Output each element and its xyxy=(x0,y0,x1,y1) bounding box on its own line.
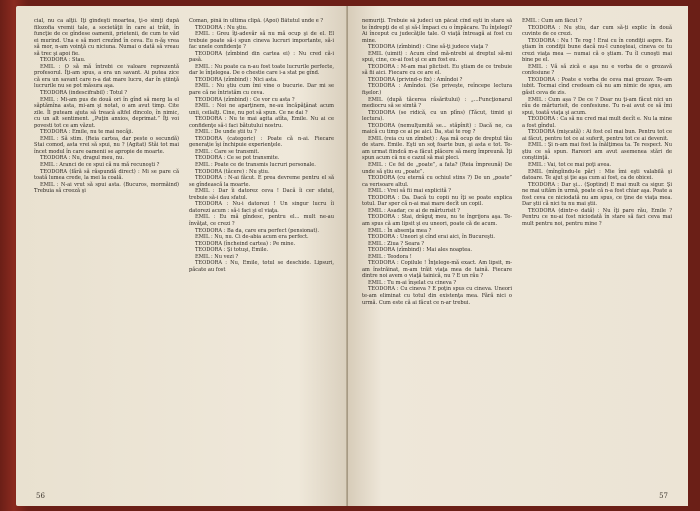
right-page xyxy=(348,6,688,506)
text-paragraph: EMIL (reia cu un zîmbet) : Aşa mă ocup de dreptul tău de stare. Emile. Eşti un soţ foarte bun, şi asta e tot. Te-am urmat fiindcă m-a făcut plăcere să merg împreună. Îţi spun acum că nu e cazul să mai pleci. xyxy=(362,135,512,162)
text-paragraph: TEODORA : Uneori şi cînd erai aici, în Bucureşti. xyxy=(368,234,496,241)
text-paragraph: TEODORA : Emile, nu te mai necăji. xyxy=(40,129,134,136)
text-paragraph: EMIL : Poate ce de transmis lucruri personale. xyxy=(195,162,316,169)
text-paragraph: TEODORA : Şi totuşi, Emile. xyxy=(195,247,269,254)
text-paragraph: TEODORA (zîmbind) : Ce vor cu asta ? xyxy=(195,96,295,103)
text-paragraph: TEODORA (zîmbind) : Mai ales noaptea. xyxy=(368,247,472,254)
text-paragraph: EMIL : Noi ne aparţinem, ne-au încăpăţânat acum unii, ceilalţi. Cine, nu pot să spun. Ce ne dai ? xyxy=(189,103,334,116)
text-paragraph: TEODORA : Amîndoi. (Se priveşte, reîncepe lectura fişelor.) xyxy=(362,83,512,97)
left-page xyxy=(16,6,348,506)
text-paragraph: EMIL : Ce fel de „poate”, a fata? (Reia împreună) De unde să ştiu eu „poate”. xyxy=(362,162,512,175)
text-paragraph: EMIL : N-ai vrut să spui asta. (Bucuros, mormăind) Trebuia să creeză şi xyxy=(34,181,179,195)
text-paragraph: EMIL : Ziua ? Seara ? xyxy=(368,240,425,247)
text-paragraph: TEODORA (privind-o fix) : Amîndoi ? xyxy=(368,76,463,83)
text-paragraph: TEODORA : Ce se pot transmite. xyxy=(195,155,280,162)
text-paragraph: TEODORA (mişcată) : Ai fost cel mai bun. Pentru tot ce ai făcut, pentru tot ce ai suferit, pentru tot ce ai devenit. xyxy=(522,129,672,142)
text-paragraph: EMIL : Greu îţi-adevăr să nu mă ocup şi de el. El trebuie poate să-i spun cineva lucruri importante, să-i fac unele confidenţe ? xyxy=(189,31,334,51)
text-paragraph: TEODORA : Da. Dacă tu copii nu îţi se poate explica totul. Dar sper că n-ai mai mare decît un copil. xyxy=(362,194,512,208)
text-paragraph: EMIL : Tu m-ai înşelat cu cineva ? xyxy=(368,279,457,286)
text-paragraph: EMIL : Care se transmit. xyxy=(195,148,260,155)
text-paragraph: TEODORA (cu eternă cu ochiul stins ?) De un „poate” ca verisoare altul. xyxy=(362,175,512,188)
text-paragraph: EMIL (mîngîindu-le păr) : Mie îmi eşti valabilă şi datoare. Te ajut şi ţie aşa cum ai fost, ca de obicei. xyxy=(522,168,672,182)
text-paragraph: TEODORA : Stai, drăguţ meu, nu te îngrijora aşa. Te-am spus că am lipsit şi eu uneori, poate că de acum. xyxy=(362,214,512,227)
text-paragraph: EMIL : Mi-am pus de două ori în gînd să merg la el săptămîna asta, mi-am şi notat, o am avut timp. Cite zile. Îl puteam ajuta să treacă altfel dincolo, în nimic, cu un alt sentiment. „Puţin anxios, deprimat.” Îţi voi povesti tot ce am văzut. xyxy=(34,96,179,129)
text-paragraph: TEODORA : Copilule ! Înţelege-mă exact. Am lipsit, m-am înstrăinat, m-am trăit viaţa mea de taină. Fiecare dintre noi avem o viaţă tainică, nu ? E un rău ? xyxy=(362,260,512,280)
left-page-columns xyxy=(34,18,334,486)
text-paragraph: TEODORA : Nu-i datorezi ! Un singur lucru îi datorezi acum : să-i faci şi el viaţa. xyxy=(189,201,334,214)
text-paragraph: EMIL : Nu vezi ? xyxy=(195,253,239,260)
text-paragraph: TEODORA : M-am mai plictisit. Eu ştiam de ce trebuie să fii aici. Fiecare cu ce are el. xyxy=(362,63,512,77)
text-paragraph: EMIL : Eu mă gîndesc, pentru el... mult ne-au învăţat, ce crezi ? xyxy=(189,214,334,227)
text-paragraph: EMIL : Teodora ! xyxy=(368,253,412,260)
text-paragraph: TEODORA : Nu ! Te rog ! Erai cu în condiţii aspre. Ea ştiam în condiţii bune dacă nu-l cunoşteai, cineva ce tu crezi viaţa mea — numai că o ştiam. Tu îl cunoşti mai bine pe el. xyxy=(522,37,672,64)
text-paragraph: TEODORA : N-ai făcut. E prea devreme pentru el să se gîndească la moarte. xyxy=(189,175,334,188)
text-paragraph: nemuriţi. Trebuie să judeci un păcat cînd eşti în stare să te îndrepţi de el şi să-l împaci cu o împăcare. Tu înţelegi? Ai început cu judecăţile tale. O viaţă întreagă ai fost cu mine. xyxy=(362,18,512,44)
text-paragraph: EMIL : Dar îi datorez ceva ! Dacă îi cer sfatul, trebuie să-i dau sfatul. xyxy=(189,188,334,201)
text-paragraph: EMIL (uimit) : Acum cînd mă-ntrebi ai dreptul să-mi spui, cine, ce-ai fost şi ce am fost eu. xyxy=(362,50,512,64)
text-paragraph: TEODORA : Cu cineva ? E poţin spus cu cineva. Uneori te-am eliminat cu totul din existenţa mea. Fără nici o urmă. Cum este că ai făcut ce n-ar trebui. xyxy=(362,286,512,306)
text-paragraph: TEODORA : Nu știu, dar cum să-ți explic în două cuvinte de ce crezi. xyxy=(522,24,672,38)
text-paragraph: EMIL : Să stim. (Reia cartea, dar peste o secundă) Stai comod, asta vrei să spui, nu ? (Agitat) Stăi tot mai încet modul în care oamenii se apropie de moarte. xyxy=(34,135,179,155)
text-paragraph: EMIL : De unde ştii tu ? xyxy=(195,129,257,136)
text-paragraph: EMIL : Cum am făcut ? xyxy=(522,18,582,24)
text-paragraph: EMIL : Vrei să fii mai explicită ? xyxy=(368,188,452,195)
text-paragraph: TEODORA (zîmbind) : Cine să-ţi judece viaţa ? xyxy=(368,44,488,51)
text-paragraph: TEODORA (fără să răspundă direct) : Mi se pare că toată lumea crede, la mei la coală. xyxy=(34,168,179,182)
text-paragraph: TEODORA : Dar şi... (Şoptind) E mai mult ca sigur. Şi ne mai uităm în urmă, poate că n-a fost chiar aşa. Poate a fost ceva ce niciodată nu am spus, ce ţine de viaţa mea. Dar ştii că nici tu nu mai ştii. xyxy=(522,181,672,208)
text-paragraph: EMIL : O să mă întrebi ce valoare reprezentă profesorul. Îţi-am spus, a era un savant. Ai putea zice că era un savant care n-a dat mare lucru, dar în ştiinţă lucrurile nu se pot măsura aşa. xyxy=(34,63,179,90)
left-page-column-1 xyxy=(34,18,179,486)
text-paragraph: TEODORA (nemulţumită se... stăpînit) : Dacă ne, ca maică cu timp ce ai pe aici. Da, stai te rog ? xyxy=(362,122,512,136)
text-paragraph: cial, nu ca alţii. Îţi gîndeşti moartea, ţi-o simţi după filozofia vremii tale, a societăţii în care ai trăit, în funcţie de ce gîndese oamenii, prietenii, de cum te văd ei murind. Una e să mori crezînd în ceva. Eu n-ăş vrea să mor, n-am voinţă cu niciuna. Numai o dată să vreau să trec şi apoi fie. xyxy=(34,18,179,57)
text-paragraph: EMIL : Asadar, ce ai de mărturisit ? xyxy=(368,207,461,214)
text-paragraph: EMIL : Nu poate ca n-au fost toate lucrurile perfecte, dar le înţelegea. De o chestie care i-a stat pe gînd. xyxy=(189,63,334,77)
text-paragraph: Coman, pînă în ultima clipă. (Apoi) Bătutul unde e ? xyxy=(189,18,324,24)
text-paragraph: EMIL : Vă să zică e aşa nu e vorba de o grozavă confesiune ? xyxy=(522,63,672,77)
text-paragraph: EMIL : Aranci de ce spui că nu mă recunoşti ? xyxy=(40,162,160,169)
right-page-columns xyxy=(362,18,672,486)
text-paragraph: TEODORA (se ridică, cu un plîns) (Tăcut, timid şi lectura). xyxy=(362,109,512,123)
text-paragraph: TEODORA : Stau. xyxy=(40,57,86,64)
right-page-number: 57 xyxy=(659,492,668,500)
left-page-number: 56 xyxy=(36,492,45,500)
text-paragraph: TEODORA (categoric) : Poate că n-ai. Fiecare generaţie îşi închipuie experienţele. xyxy=(189,135,334,149)
text-paragraph: TEODORA : Nu, Emile, totul se deschide. Lipsuri, păcate au fost xyxy=(189,260,334,273)
text-paragraph: TEODORA : Nu ştiu. xyxy=(195,24,248,31)
left-page-column-2 xyxy=(189,18,334,486)
right-page-column-2 xyxy=(522,18,672,486)
text-paragraph: TEODORA (indescifrabil) : Totul ? xyxy=(40,90,128,97)
text-paragraph: TEODORA : Ca să nu cred mai mult decît e. Nu la mine a fost gîndul. xyxy=(522,116,672,129)
text-paragraph: TEODORA (încheind cartea) : Pe mine. xyxy=(195,240,296,247)
text-paragraph: TEODORA (zîmbind) : Nici asta. xyxy=(195,76,278,83)
text-paragraph: EMIL : Nu ştiu cum îmi vine o bucurie. Dar mi se pare că ne întristăm cu ceva. xyxy=(189,83,334,97)
text-paragraph: EMIL : În absenţa mea ? xyxy=(368,227,432,234)
text-paragraph: EMIL : Nu, nu. Ci de-abia acum era perfect. xyxy=(195,234,309,241)
text-paragraph: EMIL (după tăcerea răsăritului) : „...Funcţionarul mediocru să se simtă ? xyxy=(362,96,512,110)
text-paragraph: TEODORA : Nu te mai agita atîta, Emile. Nu ai ce confidenţe să-i faci bătutului nostru. xyxy=(189,116,334,129)
text-paragraph: EMIL : Şi n-am mai fost la înălţimea ta. Te respect. Nu ştiu ce să spun. Rareori am avut asemenea stări de conştiinţă. xyxy=(522,142,672,162)
text-paragraph: TEODORA : Poate e vorba de ceva mai grozav. Te-am iubit. Tocmai cînd credeam că nu am nimic de spus, am găsit ceva de zis. xyxy=(522,76,672,97)
text-paragraph: EMIL : Cum așa ? De ce ? Doar nu ţi-am făcut nici un rău de mărturisit, de confesiune. Tu n-ai avut ce să îmi spui, toată viaţa şi acum. xyxy=(522,96,672,116)
text-paragraph: TEODORA (zîmbind din cartea ei) : Nu cred că-i pasă. xyxy=(189,50,334,64)
text-paragraph: TEODORA : Nu, dragul meu, nu. xyxy=(40,155,125,162)
right-page-column-1 xyxy=(362,18,512,486)
text-paragraph: TEODORA (tăcere) : Nu ştiu. xyxy=(195,168,270,175)
text-paragraph: TEODORA : Ba da, care era perfect (pensionat). xyxy=(195,227,319,234)
text-paragraph: EMIL : Vai, tot ce mai poţi avea. xyxy=(528,162,611,169)
text-paragraph: TEODORA (dintr-o dată) : Nu îţi pare rău, Emile ? Pentru ce nu-ai fost niciodată în stare să faci ceva mai mult pentru noi, pentru mine ? xyxy=(522,207,672,227)
